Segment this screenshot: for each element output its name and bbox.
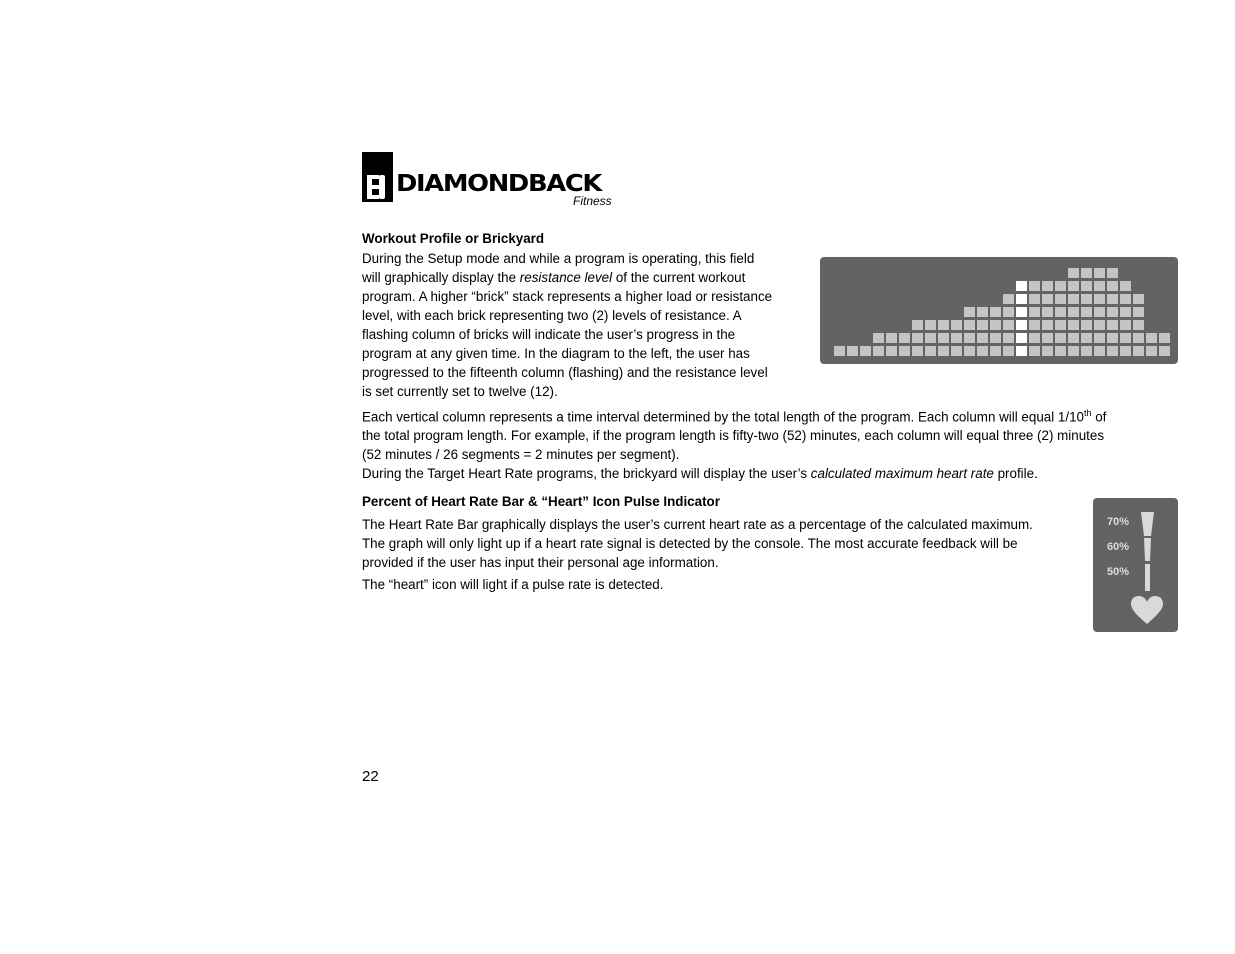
hr-label-50: 50% <box>1107 566 1130 578</box>
brick <box>951 320 962 330</box>
brick <box>1029 294 1040 304</box>
brick <box>1146 333 1157 343</box>
brick <box>1055 346 1066 356</box>
target-hr-text: During the Target Heart Rate programs, the brickyard will display the user’s <box>362 466 811 481</box>
brick <box>886 333 897 343</box>
brick <box>899 333 910 343</box>
brick <box>1003 320 1014 330</box>
brick <box>1042 346 1053 356</box>
heart-rate-line: provided if the user has input their personal age information. <box>362 555 719 570</box>
brick <box>1003 294 1014 304</box>
page-number: 22 <box>362 768 379 785</box>
brick <box>990 307 1001 317</box>
brick <box>1107 346 1118 356</box>
brick <box>1107 333 1118 343</box>
brick <box>1094 346 1105 356</box>
brick <box>1133 307 1144 317</box>
brick <box>1120 333 1131 343</box>
column-text: of <box>1091 409 1107 425</box>
brick <box>1081 333 1092 343</box>
hr-bar-segment-60 <box>1144 538 1151 561</box>
intro-text: will graphically display the <box>362 270 520 285</box>
brick <box>1003 333 1014 343</box>
brick <box>964 307 975 317</box>
brick <box>873 346 884 356</box>
intro-line: flashing column of bricks will indicate the user’s progress in the <box>362 327 736 342</box>
brick <box>1068 268 1079 278</box>
heart-rate-line: The Heart Rate Bar graphically displays the user’s current heart rate as a percentage of the calculated maximum. <box>362 517 1033 532</box>
brick <box>1068 333 1079 343</box>
column-paragraph <box>362 404 1182 464</box>
flashing-brick <box>1016 346 1027 356</box>
brick <box>1029 346 1040 356</box>
intro-line: progressed to the fifteenth column (flashing) and the resistance level <box>362 365 768 380</box>
brick <box>1159 346 1170 356</box>
intro-italic: resistance level <box>519 270 613 285</box>
brick <box>912 320 923 330</box>
hr-bar-segment-70 <box>1141 512 1154 536</box>
column-line: (52 minutes / 26 segments = 2 minutes per segment). <box>362 447 680 463</box>
target-hr-text: profile. <box>993 466 1038 481</box>
db-glyph-icon <box>365 174 389 200</box>
intro-text: of the current workout <box>612 270 746 285</box>
brick <box>1081 307 1092 317</box>
column-line: the total program length. For example, if the program length is fifty-two (52) minutes, each column will equal three (2) minutes <box>362 428 1105 444</box>
heart-rate-line: The graph will only light up if a heart rate signal is detected by the console. The most accurate feedback will be <box>362 536 1018 551</box>
brick <box>1068 320 1079 330</box>
target-hr-line <box>362 464 1182 483</box>
flashing-brick <box>1016 333 1027 343</box>
brick <box>1068 346 1079 356</box>
heart-icon <box>1131 596 1163 624</box>
brick <box>964 333 975 343</box>
brick <box>964 320 975 330</box>
brickyard-heading: Workout Profile or Brickyard <box>362 231 545 246</box>
brick <box>1029 333 1040 343</box>
brick <box>1133 346 1144 356</box>
brick <box>860 346 871 356</box>
brickyard-intro <box>362 249 812 401</box>
brick <box>1107 281 1118 291</box>
brick <box>925 333 936 343</box>
brick <box>886 346 897 356</box>
logo-wordmark: DIAMONDBACK <box>396 171 602 197</box>
flashing-brick <box>1016 307 1027 317</box>
brick <box>1055 320 1066 330</box>
brickyard-display <box>820 257 1178 364</box>
brick <box>1081 346 1092 356</box>
brick <box>1029 320 1040 330</box>
brick <box>977 307 988 317</box>
brick <box>1042 294 1053 304</box>
intro-line: is set currently set to twelve (12). <box>362 384 558 399</box>
brick <box>1120 346 1131 356</box>
brick <box>1133 294 1144 304</box>
brick <box>1159 333 1170 343</box>
brick <box>1003 346 1014 356</box>
brick <box>1042 320 1053 330</box>
brick <box>1068 294 1079 304</box>
brick <box>873 333 884 343</box>
brick <box>1081 281 1092 291</box>
pulse-paragraph: The “heart” icon will light if a pulse rate is detected. <box>362 577 664 592</box>
brick <box>977 333 988 343</box>
brick <box>1120 320 1131 330</box>
intro-line: program at any given time. In the diagram to the left, the user has <box>362 346 750 361</box>
brick <box>1107 268 1118 278</box>
brick <box>1120 281 1131 291</box>
brick <box>1068 307 1079 317</box>
hr-label-60: 60% <box>1107 541 1130 553</box>
brick <box>1081 320 1092 330</box>
brick <box>990 333 1001 343</box>
brick <box>1068 281 1079 291</box>
brick <box>1029 307 1040 317</box>
target-hr-italic: calculated maximum heart rate <box>810 466 994 481</box>
brick <box>1094 268 1105 278</box>
brick <box>1094 281 1105 291</box>
brick <box>834 346 845 356</box>
heart-rate-bar-graphic <box>1093 498 1178 632</box>
brick <box>1146 346 1157 356</box>
brick <box>847 346 858 356</box>
brick <box>1055 333 1066 343</box>
brick <box>1107 294 1118 304</box>
brick <box>1055 294 1066 304</box>
brick <box>925 346 936 356</box>
brick <box>964 346 975 356</box>
intro-line: level, with each brick representing two (2) levels of resistance. A <box>362 308 742 323</box>
brick <box>1081 268 1092 278</box>
brick <box>1094 320 1105 330</box>
target-hr-paragraph <box>362 464 1182 483</box>
brick <box>977 346 988 356</box>
column-line <box>362 404 1182 426</box>
brick <box>1120 307 1131 317</box>
brick <box>1055 281 1066 291</box>
brick <box>912 333 923 343</box>
monogram-icon <box>362 152 393 202</box>
brick <box>951 346 962 356</box>
intro-line: program. A higher “brick” stack represents a higher load or resistance <box>362 289 773 304</box>
logo-subtitle: Fitness <box>573 194 612 208</box>
hr-label-70: 70% <box>1107 516 1130 528</box>
brick <box>1042 307 1053 317</box>
brick <box>1055 307 1066 317</box>
brick <box>977 320 988 330</box>
brick <box>938 320 949 330</box>
flashing-brick <box>1016 294 1027 304</box>
brick <box>990 320 1001 330</box>
brick <box>1107 320 1118 330</box>
brick <box>938 333 949 343</box>
flashing-brick <box>1016 320 1027 330</box>
hr-bar-segment-50 <box>1145 564 1150 591</box>
brick <box>925 320 936 330</box>
brick <box>912 346 923 356</box>
brick <box>951 333 962 343</box>
brick <box>1029 281 1040 291</box>
brick <box>1094 333 1105 343</box>
brick <box>1107 307 1118 317</box>
flashing-brick <box>1016 281 1027 291</box>
brick <box>1042 333 1053 343</box>
heart-rate-heading: Percent of Heart Rate Bar & “Heart” Icon Pulse Indicator <box>362 494 720 509</box>
brick <box>1094 294 1105 304</box>
brick <box>1003 307 1014 317</box>
brick <box>990 346 1001 356</box>
brick <box>1133 320 1144 330</box>
intro-line: During the Setup mode and while a program is operating, this field <box>362 251 755 266</box>
brickyard-chart <box>820 257 1178 364</box>
brick <box>1081 294 1092 304</box>
brick <box>899 346 910 356</box>
brick <box>938 346 949 356</box>
brick <box>1133 333 1144 343</box>
intro-line <box>362 268 812 287</box>
heart-rate-bar-display <box>1093 498 1178 632</box>
heart-rate-paragraph <box>362 515 1087 572</box>
column-sup: th <box>1083 408 1092 418</box>
brick <box>1094 307 1105 317</box>
brick <box>1042 281 1053 291</box>
brick <box>1120 294 1131 304</box>
column-text: Each vertical column represents a time interval determined by the total length of the program. Each column will equal 1/10 <box>362 409 1084 425</box>
diamondback-logo <box>362 152 622 208</box>
